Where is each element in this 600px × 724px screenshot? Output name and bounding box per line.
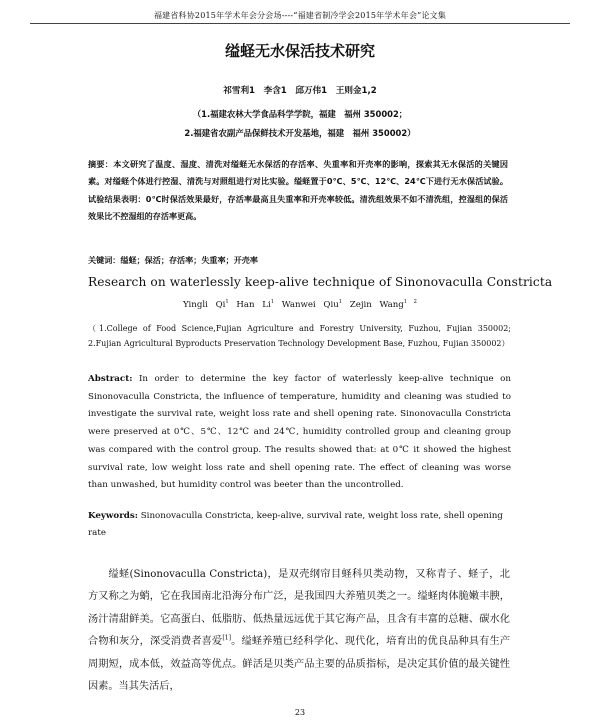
abstract-chinese [88,156,508,226]
author-1: Yingli Qi [183,300,226,310]
running-header: 福建省科协2015年学术年会分会场----“福建省制冷学会2015年学术年会”论文集 [30,10,570,24]
author-4: Zejin Wang [349,300,404,310]
author-2: Han Li [236,300,271,310]
abstract-english [88,371,511,495]
author-4-affil: 1 2 [403,299,417,306]
body-paragraph [88,564,510,698]
body-text-continued: 。缢蛏养殖已经科学化、现代化，培育出的优良品种具有生产周期短，成本低，效益高等优点。鲜活是贝类产品主要的品质指标，是决定其价值的最关键性因素。当其失活后， [88,636,511,693]
keywords-chinese [88,255,508,266]
abstract-chinese-text: 本文研究了温度、湿度、清洗对缢蛏无水保活的存活率、失重率和开壳率的影响，探索其无水保活的关键因素。对缢蛏个体进行控湿、清洗与对照组进行对比实验。缢蛏置于0℃、5℃、12℃、24℃下进行无水保活试验。试验结果表明：0℃时保活效果最好，存活率最高且失重率和开壳率较低。清洗组效果不如不清洗组，控湿组的保活效果比不控湿组的存活率更高。 [88,159,508,222]
author-3: Wanwei Qiu [281,300,339,310]
keywords-english-text: Sinonovaculla Constricta, keep-alive, survival rate, weight loss rate, shell opening rate [88,511,503,539]
body-text: 缢蛏(Sinonovaculla Constricta)，是双壳纲帘目蛏科贝类动物，又称青子、蛏子，北方又称之为蛸，它在我国南北沿海分布广泛，是我国四大养殖贝类之一。缢蛏肉体脆嫩丰腴，汤汁清甜鲜美。它高蛋白、低脂肪、低热量远远优于其它海产品，且含有丰富的总糖、碳水化合物和灰分，深受消费者喜爱 [88,569,510,648]
abstract-chinese-label: 摘要： [88,159,114,169]
keywords-chinese-label: 关键词： [88,255,121,265]
authors-english [0,300,600,310]
page-number: 23 [294,708,306,717]
keywords-english [88,508,511,543]
affiliation-chinese-line1: （1.福建农林大学食品科学学院，福建 福州 350002； [192,109,408,119]
keywords-english-label: Keywords: [88,511,138,521]
citation-ref: [1] [222,634,231,642]
title-chinese: 缢蛏无水保活技术研究 [224,42,375,60]
abstract-english-label: Abstract: [88,374,133,384]
abstract-english-text: In order to determine the key factor of waterlessly keep-alive technique on Sinonovaculla Constricta, the influence of temperature, humidity and cleaning was studied to investigate the survival rate, weight loss rate and shell opening rate. Sinonovaculla Constricta were preserved at 0℃、5℃、12℃ and 24℃, humidity controlled group and cleaning group was compared with the control group. The results showed that: at 0℃ it showed the highest survival rate, low weight loss rate and shell opening rate. The effect of cleaning was worse than unwashed, but humidity control was beeter than the uncontrolled. [88,374,511,491]
affiliation-english: （1.College of Food Science,Fujian Agriculture and Forestry University, Fuzhou, Fujian 350002; 2.Fujian Agricultural Byproducts Preservation Technology Development Base, Fuzhou, Fujian 350002） [88,324,511,348]
keywords-chinese-text: 缢蛏；保活；存活率；失重率；开壳率 [120,255,258,265]
title-english: Research on waterlessly keep-alive technique of Sinonovaculla Constricta [88,275,553,289]
author-3-affil: 1 [338,299,343,306]
affiliation-chinese-line2: 2.福建省农副产品保鲜技术开发基地，福建 福州 350002） [184,128,416,138]
author-2-affil: 1 [270,299,275,306]
author-1-affil: 1 [225,299,229,306]
authors-chinese: 祁雪利1 李含1 邱万伟1 王则金1,2 [223,86,377,96]
